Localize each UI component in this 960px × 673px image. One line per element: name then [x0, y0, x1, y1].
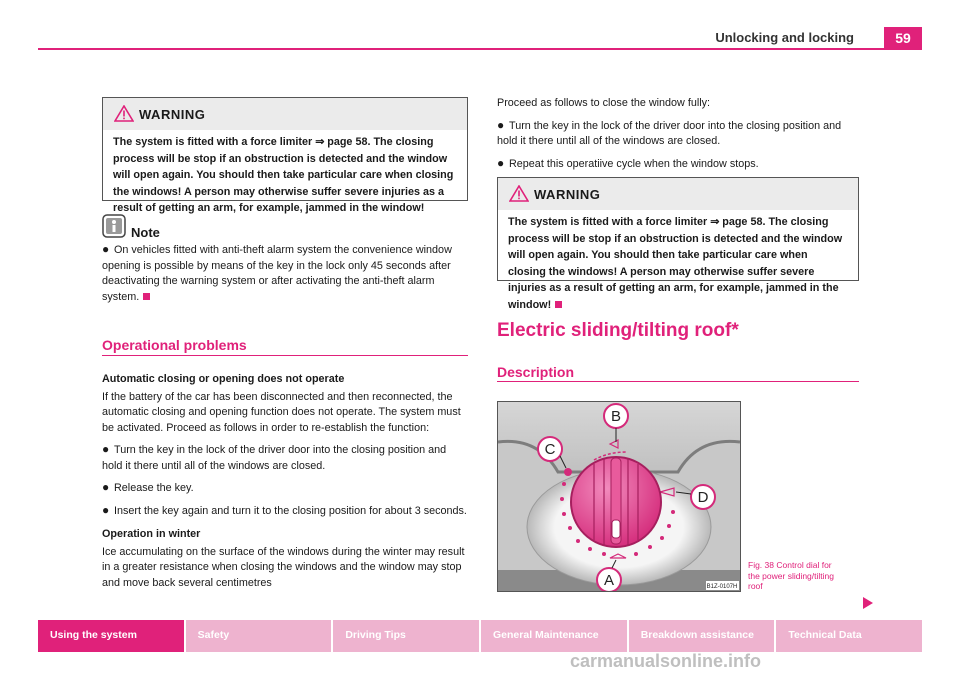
subhead-operation-in-winter: Operation in winter	[102, 528, 201, 540]
footer-tab-technical-data[interactable]: Technical Data	[776, 620, 922, 652]
end-mark	[143, 293, 150, 300]
footer-tab-driving-tips[interactable]: Driving Tips	[333, 620, 479, 652]
paragraph: Ice accumulating on the surface of the windows during the winter may result in a greater resistance when closing the windows and the window may stop and move back several centimetres	[102, 545, 465, 589]
bullet-dot: ●	[102, 502, 110, 517]
list-item: Insert the key again and turn it to the closing position for about 3 seconds.	[114, 504, 467, 517]
chapter-title: Electric sliding/tilting roof*	[497, 320, 739, 341]
page-header-title: Unlocking and locking	[715, 30, 854, 45]
control-dial-illustration	[498, 402, 740, 591]
page-number: 59	[884, 27, 922, 49]
note-title: Note	[131, 225, 160, 240]
section-title-operational-problems: Operational problems	[102, 337, 247, 353]
note-bullet-text: On vehicles fitted with anti-theft alarm system the convenience window opening is possible by means of the key in the lock only 45 seconds after deactivating the warning system or after activating the anti-theft alarm system.	[102, 244, 452, 303]
warning-header	[103, 98, 467, 130]
subhead-automatic-closing: Automatic closing or opening does not operate	[102, 373, 345, 385]
note-bullet	[102, 242, 468, 311]
continue-arrow-icon	[863, 596, 873, 614]
warning-triangle-icon	[114, 105, 134, 122]
footer-nav	[38, 620, 922, 652]
caption-line: the power sliding/tilting	[748, 570, 834, 581]
warning-header	[498, 178, 858, 210]
figure-label-c: C	[544, 441, 556, 458]
indicator-dot	[564, 468, 572, 476]
note-icon	[102, 214, 126, 238]
footer-tab-safety[interactable]: Safety	[186, 620, 332, 652]
figure-label-a: A	[603, 572, 615, 589]
right-body	[497, 96, 859, 178]
warning-title: WARNING	[139, 107, 206, 122]
list-item: Repeat this operatiive cycle when the window stops.	[509, 157, 759, 170]
warning-box-right	[497, 177, 859, 311]
section-rule	[497, 381, 859, 382]
bullet-dot: ●	[497, 155, 505, 170]
warning-box-left	[102, 97, 468, 214]
warning-triangle-icon	[509, 185, 529, 202]
section-rule	[102, 355, 468, 356]
bullet-dot: ●	[102, 242, 110, 256]
end-mark	[555, 301, 562, 308]
header-rule	[38, 48, 922, 50]
figure-code: B1Z-0107H	[706, 584, 738, 590]
footer-tab-using-the-system[interactable]: Using the system	[38, 620, 184, 652]
bullet-dot: ●	[102, 442, 110, 456]
left-body	[102, 372, 468, 597]
figure-control-dial	[497, 401, 741, 592]
paragraph: If the battery of the car has been disconnected and then reconnected, the automatic closing and opening function does not operate. The system must be activated. Proceed as follows in order to re-establish the function:	[102, 390, 461, 434]
caption-line: Fig. 38 Control dial for	[748, 560, 832, 570]
footer-tab-breakdown-assistance[interactable]: Breakdown assistance	[629, 620, 775, 652]
paragraph: Proceed as follows to close the window fully:	[497, 97, 711, 109]
section-title-description: Description	[497, 364, 575, 380]
bullet-dot: ●	[102, 480, 110, 494]
watermark: carmanualsonline.info	[570, 651, 762, 671]
list-item: Release the key.	[114, 482, 194, 494]
warning-text: The system is fitted with a force limiter ⇒ page 58. The closing process will be stop if an obstruction is detected and the window will open again. You should then take particular care when closing the windows! A person may otherwise suffer severe injuries as a result of getting an arm, for example, jammed in the window!	[113, 136, 454, 214]
warning-text: The system is fitted with a force limiter ⇒ page 58. The closing process will be stop if an obstruction is detected and the window will open again. You should then take particular care when closing the windows! A person may otherwise suffer severe injuries as a result of getting an arm, for example, jammed in the window!	[508, 216, 843, 311]
warning-title: WARNING	[534, 187, 601, 202]
warning-body	[498, 210, 858, 319]
list-item: Turn the key in the lock of the driver door into the closing position and hold it there until all of the windows are closed.	[497, 119, 842, 147]
figure-label-d: D	[697, 489, 709, 506]
figure-caption	[748, 560, 858, 592]
footer-tab-general-maintenance[interactable]: General Maintenance	[481, 620, 627, 652]
bullet-dot: ●	[497, 117, 505, 132]
list-item: Turn the key in the lock of the driver door into the closing position and hold it there until all of the windows are closed.	[102, 444, 447, 472]
figure-label-b: B	[610, 408, 622, 425]
caption-line: roof	[748, 581, 763, 591]
